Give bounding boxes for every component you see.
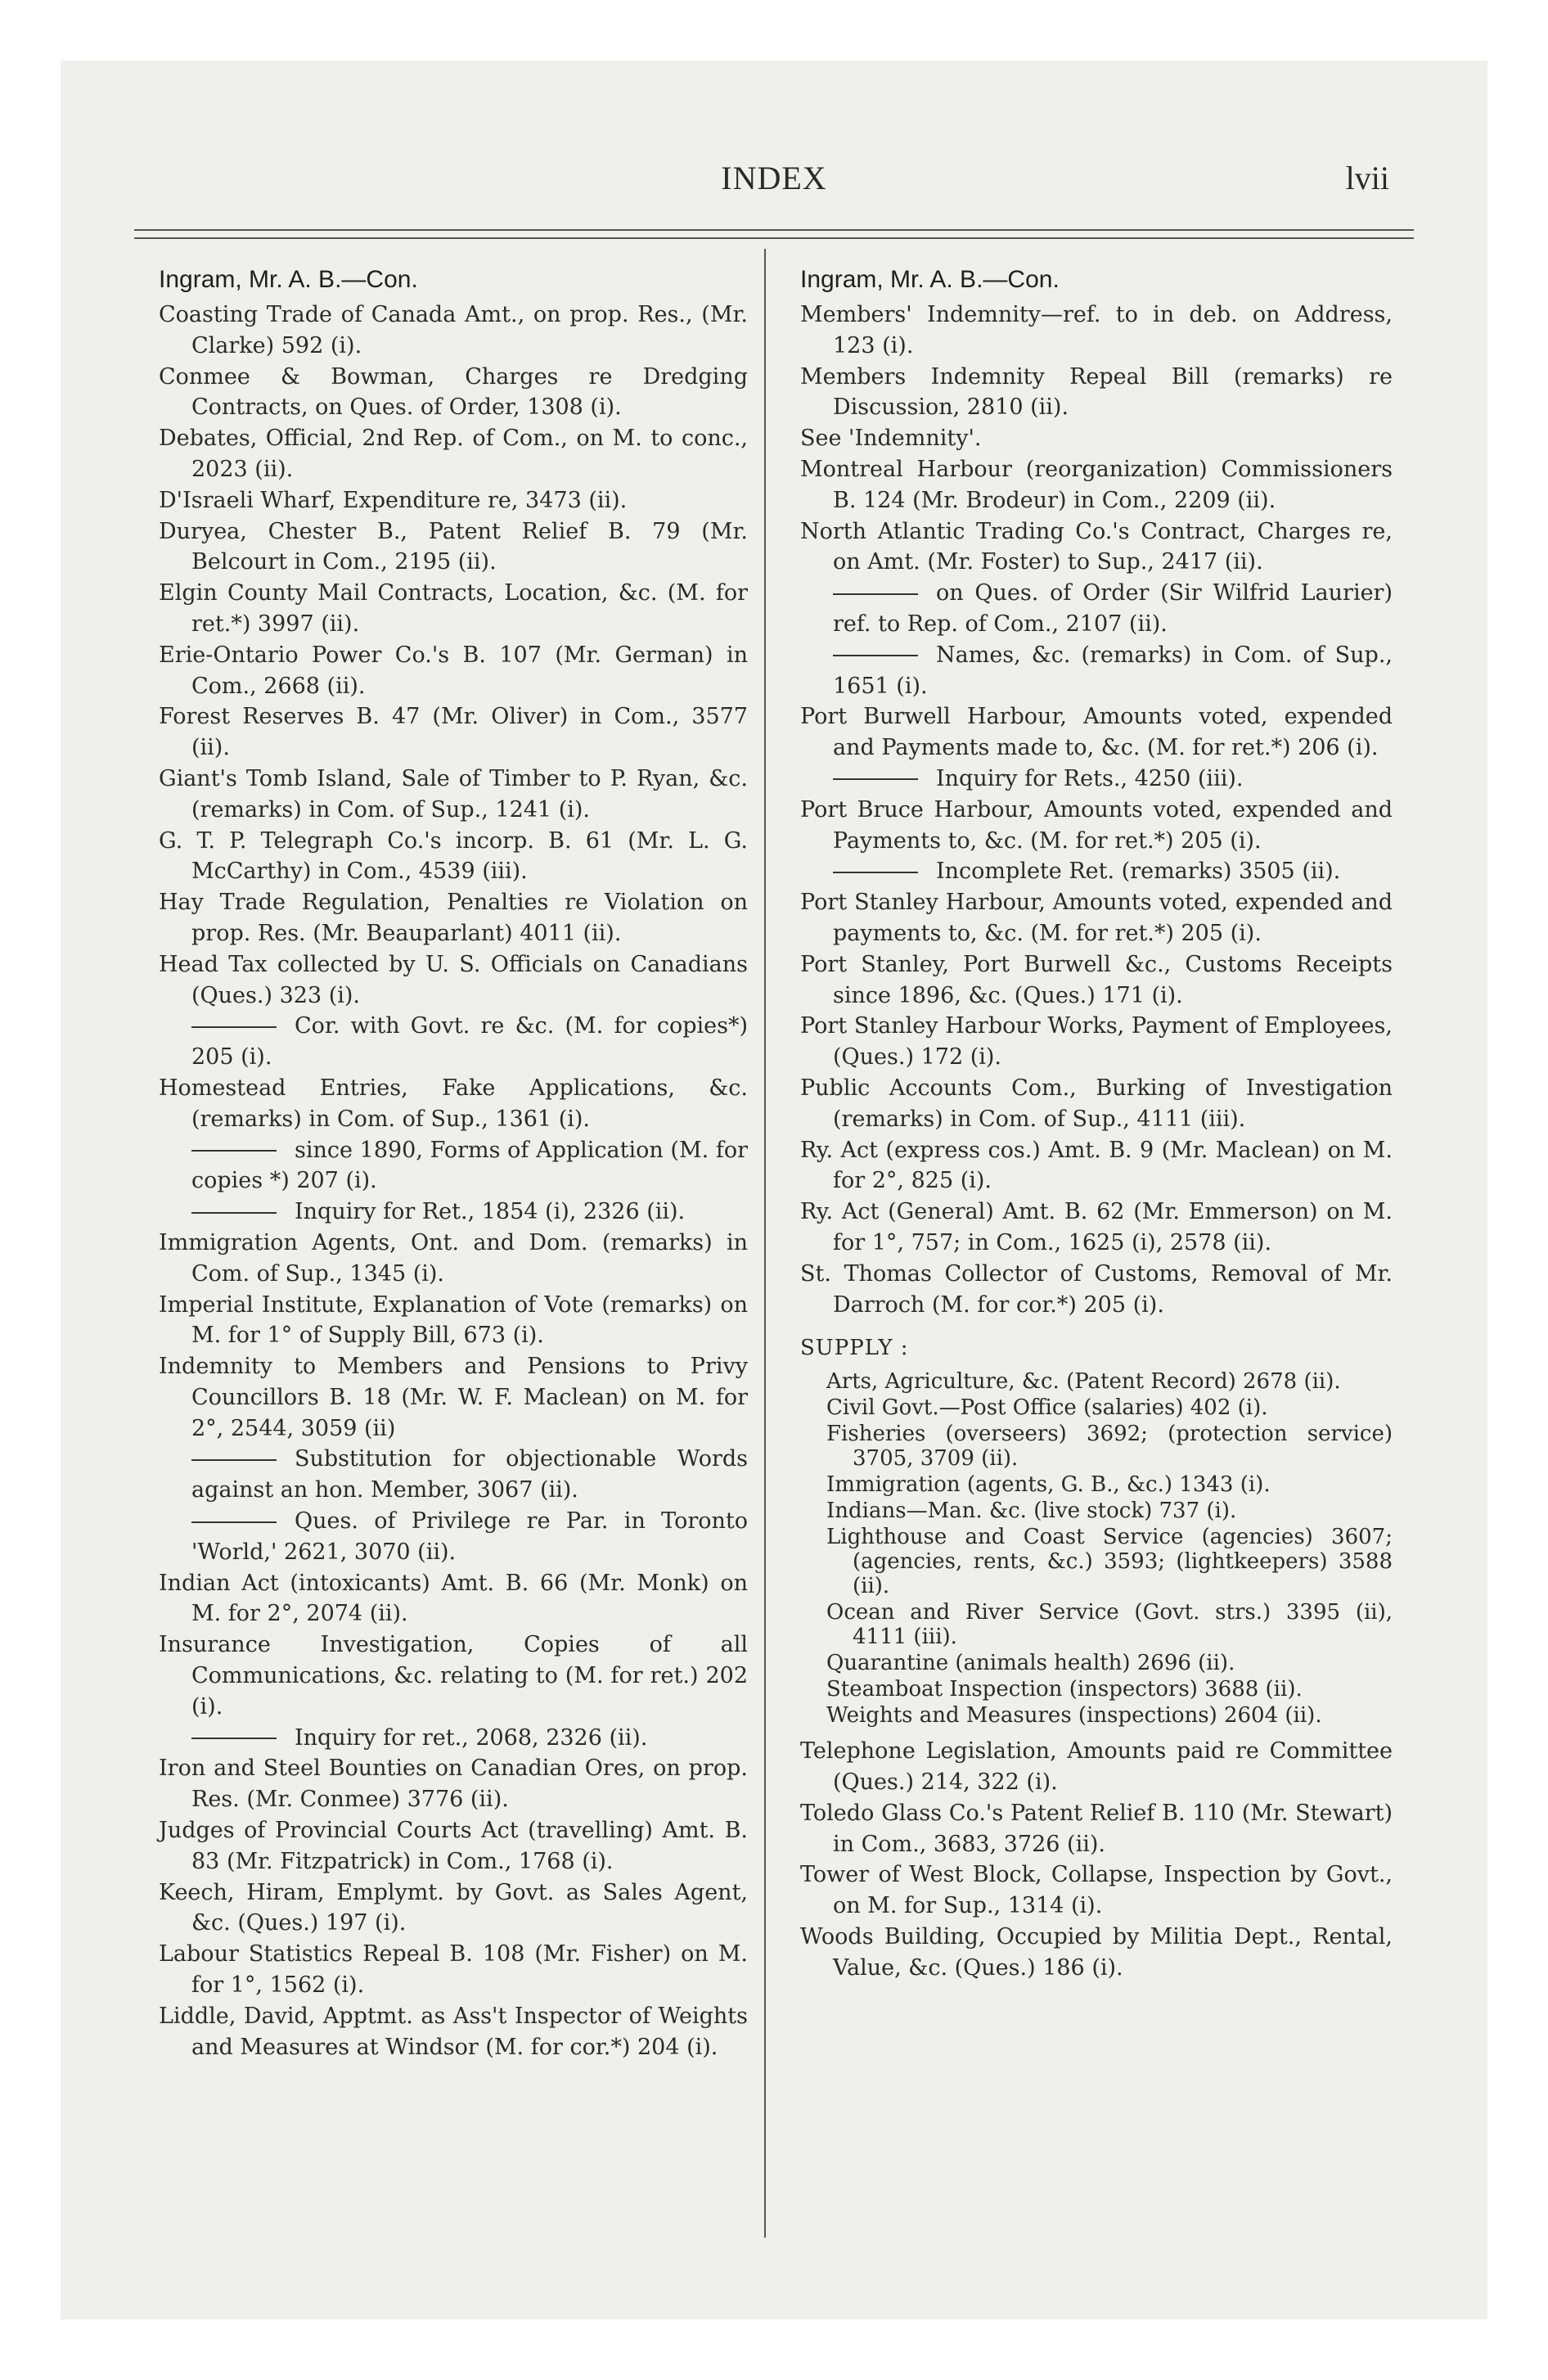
entry-text: Debates, Official, 2nd Rep. of Com., on M. to conc., 2023 (ii). (159, 426, 748, 482)
index-entry (159, 423, 748, 485)
index-entries (159, 300, 748, 2062)
index-sub-entry (159, 1506, 748, 1568)
ditto-dash (191, 1150, 277, 1152)
index-entry (800, 1922, 1393, 1984)
index-entry (159, 826, 748, 888)
entry-text: Indemnity to Members and Pensions to Privy Councillors B. 18 (Mr. W. F. Maclean) on M. for 2°, 2544, 3059 (ii) (159, 1354, 748, 1441)
entry-text: Duryea, Chester B., Patent Relief B. 79 (Mr. Belcourt in Com., 2195 (ii). (159, 518, 748, 575)
entry-text: Cor. with Govt. re &c. (M. for copies*) 205 (i). (191, 1013, 748, 1071)
index-entry (800, 701, 1393, 764)
column-divider (764, 249, 766, 2238)
supply-item: Ocean and River Service (Govt. strs.) 3395 (ii), 4111 (iii). (826, 1600, 1393, 1650)
index-entry (159, 1228, 748, 1290)
index-entry (800, 1736, 1393, 1798)
index-entry (800, 362, 1393, 424)
index-entry (159, 1939, 748, 2001)
entry-text: Ry. Act (General) Amt. B. 62 (Mr. Emmerson) on M. for 1°, 757; in Com., 1625 (i), 2578 (ii). (800, 1199, 1393, 1255)
supply-item: Arts, Agriculture, &c. (Patent Record) 2678 (ii). (826, 1369, 1341, 1395)
column-heading: Ingram, Mr. A. B.—Con. (159, 266, 418, 293)
index-entry (800, 1073, 1393, 1135)
entry-text: Inquiry for ret., 2068, 2326 (ii). (295, 1724, 648, 1751)
entry-text: Members Indemnity Repeal Bill (remarks) re Discussion, 2810 (ii). (800, 363, 1393, 421)
entry-text: Toledo Glass Co.'s Patent Relief B. 110 (Mr. Stewart) in Com., 3683, 3726 (ii). (800, 1800, 1393, 1857)
entry-text: Port Stanley Harbour Works, Payment of Employees, (Ques.) 172 (i). (800, 1013, 1393, 1071)
column-heading: Ingram, Mr. A. B.—Con. (800, 266, 1060, 293)
index-sub-entry (800, 856, 1393, 887)
ditto-dash (191, 1459, 277, 1461)
index-sub-entry (800, 578, 1393, 640)
entry-text: Inquiry for Ret., 1854 (i), 2326 (ii). (295, 1199, 686, 1225)
entry-text: Substitution for objectionable Words against an hon. Member, 3067 (ii). (191, 1446, 748, 1503)
ditto-dash (833, 655, 918, 656)
ditto-dash (833, 593, 918, 595)
supply-item: Steamboat Inspection (inspectors) 3688 (ii). (826, 1677, 1303, 1702)
entry-text: Ry. Act (express cos.) Amt. B. 9 (Mr. Maclean) on M. for 2°, 825 (i). (800, 1137, 1393, 1194)
entry-text: Indian Act (intoxicants) Amt. B. 66 (Mr. Monk) on M. for 2°, 2074 (ii). (159, 1570, 748, 1627)
entry-text: Forest Reserves B. 47 (Mr. Oliver) in Com., 3577 (ii). (159, 704, 748, 761)
index-entry (159, 1073, 748, 1135)
ditto-dash (833, 872, 918, 873)
entry-text: G. T. P. Telegraph Co.'s incorp. B. 61 (Mr. L. G. McCarthy) in Com., 4539 (iii). (159, 827, 748, 885)
supply-item: Civil Govt.—Post Office (salaries) 402 (i). (826, 1395, 1268, 1421)
entry-text: Members' Indemnity—ref. to in deb. on Address, 123 (i). (800, 302, 1393, 358)
index-sub-entry (800, 764, 1393, 795)
index-entry (159, 1629, 748, 1722)
page-number: lvii (1345, 160, 1389, 196)
ditto-dash (191, 1738, 277, 1739)
entry-text: Homestead Entries, Fake Applications, &c. (remarks) in Com. of Sup., 1361 (i). (159, 1075, 748, 1132)
index-entry (800, 1135, 1393, 1197)
index-sub-entry (800, 640, 1393, 702)
entry-text: Port Bruce Harbour, Amounts voted, expended and Payments to, &c. (M. for ret.*) 205 (i). (800, 796, 1393, 854)
index-entry (800, 1197, 1393, 1259)
page-header (61, 159, 1487, 208)
entry-text: Labour Statistics Repeal B. 108 (Mr. Fisher) on M. for 1°, 1562 (i). (159, 1941, 748, 1999)
index-entry (800, 516, 1393, 579)
index-entry (159, 485, 748, 516)
entry-text: Insurance Investigation, Copies of all Communications, &c. relating to (M. for ret.) 202 (i). (159, 1632, 748, 1720)
index-entry (159, 1351, 748, 1444)
index-entry (159, 1290, 748, 1352)
entry-text: Incomplete Ret. (remarks) 3505 (ii). (936, 859, 1341, 885)
entry-text: Judges of Provincial Courts Act (travelling) Amt. B. 83 (Mr. Fitzpatrick) in Com., 1768 (i). (159, 1818, 748, 1874)
index-entries (800, 1736, 1393, 1983)
index-entry (800, 1859, 1393, 1922)
header-rule-top (134, 229, 1414, 231)
ditto-dash (191, 1521, 277, 1523)
index-entry (800, 1798, 1393, 1860)
supply-item: Indians—Man. &c. (live stock) 737 (i). (826, 1499, 1237, 1524)
page-title: INDEX (721, 160, 827, 196)
entry-text: Names, &c. (remarks) in Com. of Sup., 1651 (i). (833, 642, 1393, 699)
index-entry (800, 1259, 1393, 1321)
header-rule-bottom (134, 237, 1414, 239)
index-sub-entry (159, 1444, 748, 1506)
scanned-page (61, 61, 1487, 2319)
index-entry (159, 1568, 748, 1630)
left-column (159, 264, 748, 2062)
entry-text: Keech, Hiram, Emplymt. by Govt. as Sales Agent, &c. (Ques.) 197 (i). (159, 1879, 748, 1936)
index-sub-entry (159, 1723, 748, 1754)
entry-text: Giant's Tomb Island, Sale of Timber to P. Ryan, &c. (remarks) in Com. of Sup., 1241 (i). (159, 765, 748, 823)
entry-text: See 'Indemnity'. (800, 426, 982, 452)
entry-text: Head Tax collected by U. S. Officials on Canadians (Ques.) 323 (i). (159, 951, 748, 1008)
index-entry (159, 764, 748, 826)
entry-text: Port Stanley, Port Burwell &c., Customs Receipts since 1896, &c. (Ques.) 171 (i). (800, 951, 1393, 1008)
index-sub-entry (159, 1011, 748, 1073)
supply-item: Weights and Measures (inspections) 2604 (ii). (826, 1703, 1322, 1729)
index-entry (800, 454, 1393, 516)
entry-text: Immigration Agents, Ont. and Dom. (remarks) in Com. of Sup., 1345 (i). (159, 1229, 748, 1287)
entry-text: Coasting Trade of Canada Amt., on prop. Res., (Mr. Clarke) 592 (i). (159, 302, 748, 358)
ditto-dash (191, 1212, 277, 1214)
index-entry (159, 1815, 748, 1877)
supply-list (800, 1369, 1393, 1728)
index-entry (159, 887, 748, 949)
index-entry (800, 795, 1393, 857)
ditto-dash (191, 1026, 277, 1028)
entry-text: Port Burwell Harbour, Amounts voted, expended and Payments made to, &c. (M. for ret.*) 206 (i). (800, 704, 1393, 761)
index-entry (159, 300, 748, 362)
entry-text: since 1890, Forms of Application (M. for copies *) 207 (i). (191, 1137, 748, 1194)
index-entry (159, 1877, 748, 1940)
entry-text: Tower of West Block, Collapse, Inspection by Govt., on M. for Sup., 1314 (i). (800, 1862, 1393, 1919)
index-entry (159, 640, 748, 702)
entry-text: Ques. of Privilege re Par. in Toronto 'World,' 2621, 3070 (ii). (191, 1508, 748, 1565)
entry-text: North Atlantic Trading Co.'s Contract, Charges re, on Amt. (Mr. Foster) to Sup., 2417 (ii). (800, 518, 1393, 575)
entry-text: Port Stanley Harbour, Amounts voted, expended and payments to, &c. (M. for ret.*) 205 (i). (800, 890, 1393, 946)
index-entry (159, 578, 748, 640)
index-entry (800, 300, 1393, 362)
entry-text: Erie-Ontario Power Co.'s B. 107 (Mr. German) in Com., 2668 (ii). (159, 642, 748, 699)
index-entry (159, 2001, 748, 2063)
index-entry (800, 949, 1393, 1012)
index-entry (159, 516, 748, 579)
ditto-dash (833, 778, 918, 780)
index-entries (800, 300, 1393, 1320)
index-sub-entry (159, 1135, 748, 1197)
supply-heading: SUPPLY : (800, 1336, 909, 1361)
index-entry (800, 1011, 1393, 1073)
entry-text: on Ques. of Order (Sir Wilfrid Laurier) ref. to Rep. of Com., 2107 (ii). (833, 580, 1393, 637)
entry-text: Public Accounts Com., Burking of Investigation (remarks) in Com. of Sup., 4111 (iii). (800, 1075, 1393, 1132)
entry-text: Imperial Institute, Explanation of Vote (remarks) on M. for 1° of Supply Bill, 673 (i). (159, 1291, 748, 1349)
right-column (800, 264, 1393, 1984)
entry-text: Inquiry for Rets., 4250 (iii). (936, 765, 1244, 791)
index-entry (800, 887, 1393, 949)
entry-text: Woods Building, Occupied by Militia Dept., Rental, Value, &c. (Ques.) 186 (i). (800, 1924, 1393, 1981)
index-entry (159, 949, 748, 1012)
entry-text: Hay Trade Regulation, Penalties re Violation on prop. Res. (Mr. Beauparlant) 4011 (ii). (159, 890, 748, 946)
entry-text: D'Israeli Wharf, Expenditure re, 3473 (ii). (159, 487, 628, 513)
entry-text: St. Thomas Collector of Customs, Removal of Mr. Darroch (M. for cor.*) 205 (i). (800, 1260, 1393, 1318)
supply-item: Fisheries (overseers) 3692; (protection service) 3705, 3709 (ii). (826, 1422, 1393, 1472)
entry-text: Telephone Legislation, Amounts paid re Committee (Ques.) 214, 322 (i). (800, 1738, 1393, 1796)
supply-item: Lighthouse and Coast Service (agencies) 3607; (agencies, rents, &c.) 3593; (lightkeepers) 3588 (ii). (826, 1525, 1393, 1599)
index-entry (159, 701, 748, 764)
entry-text: Liddle, David, Apptmt. as Ass't Inspector of Weights and Measures at Windsor (M. for cor.*) 204 (i). (159, 2003, 748, 2060)
entry-text: Montreal Harbour (reorganization) Commissioners B. 124 (Mr. Brodeur) in Com., 2209 (ii). (800, 456, 1393, 513)
entry-text: Conmee & Bowman, Charges re Dredging Contracts, on Ques. of Order, 1308 (i). (159, 363, 748, 421)
entry-text: Elgin County Mail Contracts, Location, &c. (M. for ret.*) 3997 (ii). (159, 580, 748, 637)
index-entry (159, 362, 748, 424)
supply-item: Immigration (agents, G. B., &c.) 1343 (i). (826, 1472, 1271, 1498)
supply-item: Quarantine (animals health) 2696 (ii). (826, 1651, 1235, 1676)
index-entry (159, 1753, 748, 1815)
index-sub-entry (159, 1197, 748, 1228)
entry-text: Iron and Steel Bounties on Canadian Ores, on prop. Res. (Mr. Conmee) 3776 (ii). (159, 1756, 748, 1813)
see-reference (800, 423, 1393, 454)
